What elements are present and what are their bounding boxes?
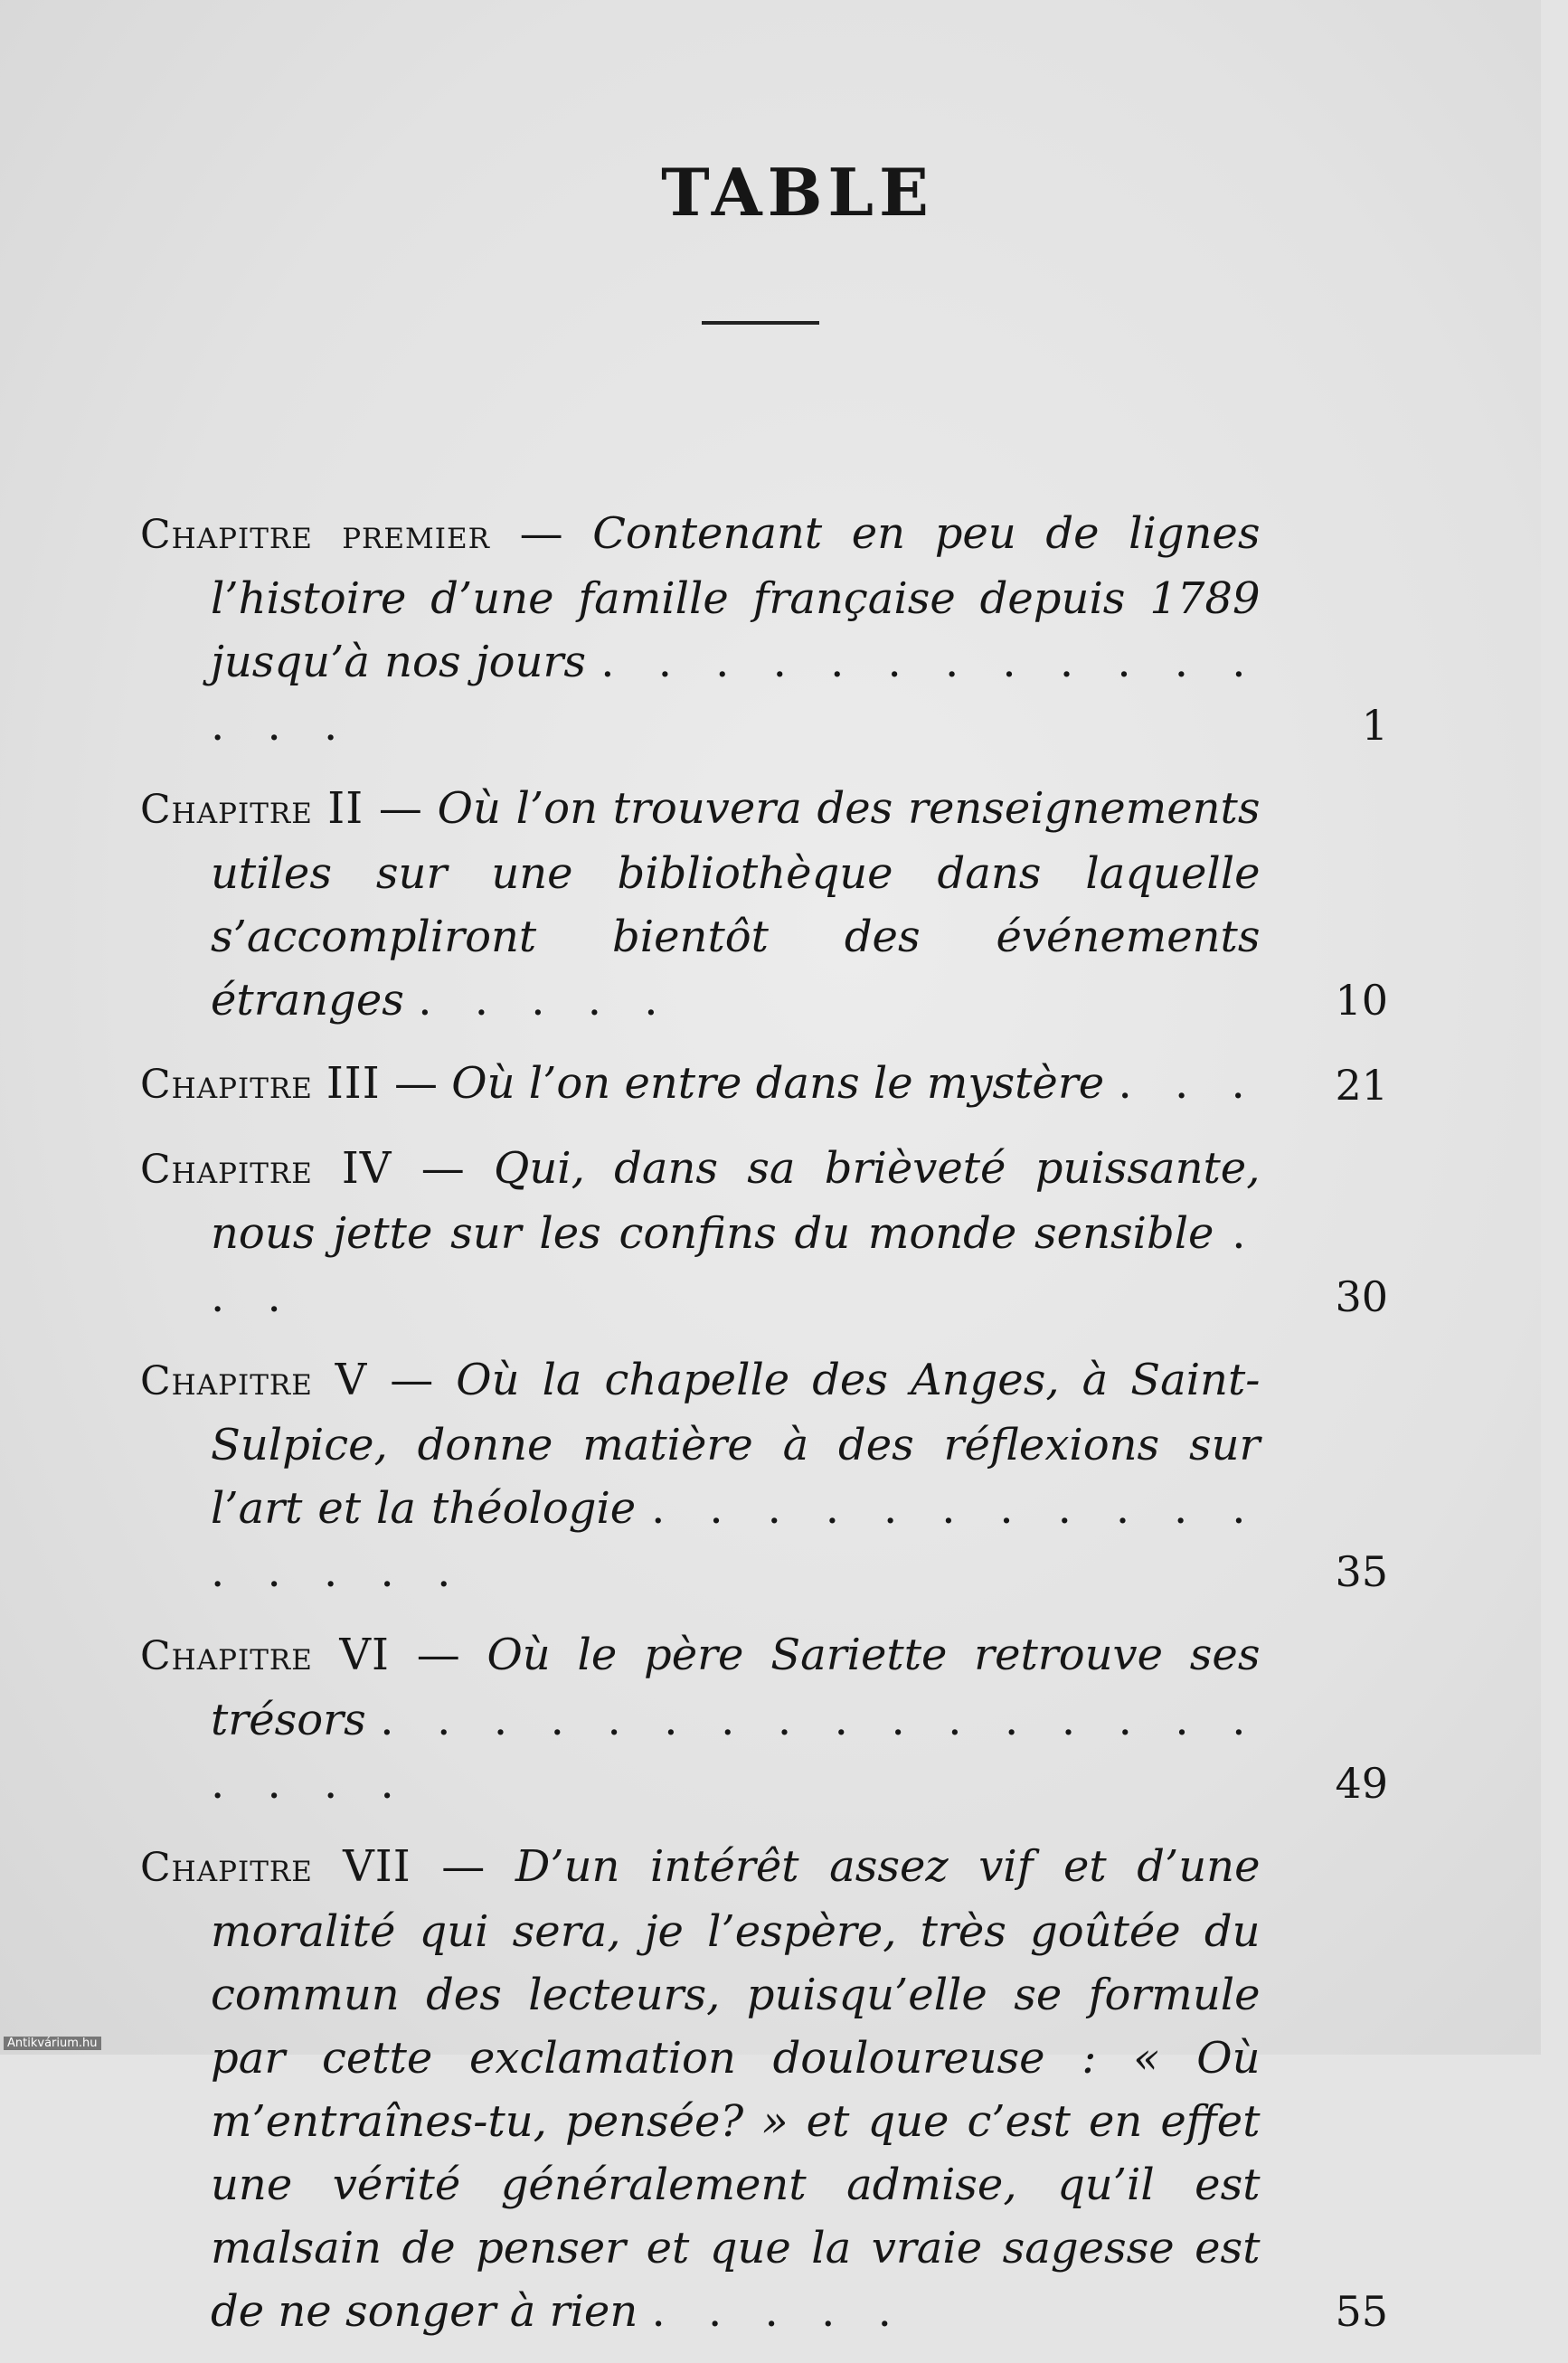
watermark: Antikvárium.hu [4,2037,101,2050]
chapter-label: Chapitre II [140,783,364,834]
chapter-dash: — [390,1355,434,1405]
toc-entry [140,502,1388,757]
toc-entry-text [140,1623,1260,1815]
page-number: 1 [1361,701,1388,750]
chapter-description: Où la chapelle des Anges, à Saint-Sulpice, donne matière à des réflexions sur l’art et la théologie [211,1355,1261,1534]
dot-leaders: . . . [211,1208,1261,1322]
page-title: TABLE [661,154,934,231]
page-number: 21 [1335,1061,1388,1110]
table-of-contents [140,502,1388,2363]
chapter-label: Chapitre VII [140,1841,411,1892]
dot-leaders: . . . . . [651,2286,906,2337]
dot-leaders: . . . . . . . . . . . . . . . . [211,1483,1261,1597]
chapter-label: Chapitre IV [140,1143,392,1194]
page-number: 10 [1335,976,1388,1025]
chapter-description: Contenant en peu de lignes l’histoire d’une famille française depuis 1789 jusqu’à nos jours [211,508,1261,687]
page-number: 55 [1335,2287,1388,2336]
dot-leaders: . . . . . [418,975,673,1026]
chapter-dash: — [519,508,563,559]
toc-entry [140,1137,1388,1328]
dot-leaders: . . . . . . . . . . . . . . . . . . . . [211,1695,1261,1809]
toc-entry-text [140,777,1260,1032]
toc-entry-text [140,1137,1260,1328]
dot-leaders: . . . [1118,1058,1260,1109]
page-number: 30 [1335,1272,1388,1321]
chapter-label: Chapitre V [140,1355,368,1405]
chapter-dash: — [420,1143,465,1194]
title-rule [702,321,819,325]
toc-entry [140,1835,1388,2343]
dot-leaders: . . . . . . . . . . . . . . . [211,637,1261,751]
page-number: 49 [1335,1759,1388,1808]
chapter-dash: — [441,1841,486,1892]
chapter-description: D’un intérêt assez vif et d’une moralité qui sera, je l’espère, très goûtée du commun des lecteurs, puisqu’elle se formule par cette exclamation douloureuse : « Où m’entraînes-tu, pensée? » et que c’est en effet une vérité généralement admise, qu’il est malsain de penser et que la vraie sagesse est de ne songer à rien [211,1841,1261,2337]
toc-entry [140,1623,1388,1815]
toc-entry-text [140,1052,1260,1117]
chapter-label: Chapitre III [140,1058,381,1109]
chapter-label: Chapitre VI [140,1630,390,1680]
page-number: 35 [1335,1547,1388,1596]
toc-entry [140,1052,1388,1117]
chapter-description: Où l’on entre dans le mystère [451,1058,1105,1109]
chapter-description: Où le père Sariette retrouve ses trésors [211,1630,1261,1745]
chapter-dash: — [378,783,422,834]
toc-entry-text [140,1835,1260,2343]
chapter-description: Où l’on trouvera des renseignements utiles sur une bibliothèque dans laquelle s’accompliront bientôt des événements étranges [211,783,1261,1026]
chapter-dash: — [394,1058,438,1109]
chapter-dash: — [416,1630,460,1680]
toc-entry [140,1348,1388,1603]
toc-entry-text [140,1348,1260,1603]
toc-entry-text [140,502,1260,757]
chapter-description: Qui, dans sa brièveté puissante, nous jette sur les confins du monde sensible [211,1143,1261,1259]
toc-entry [140,777,1388,1032]
chapter-label: Chapitre premier [140,512,490,558]
